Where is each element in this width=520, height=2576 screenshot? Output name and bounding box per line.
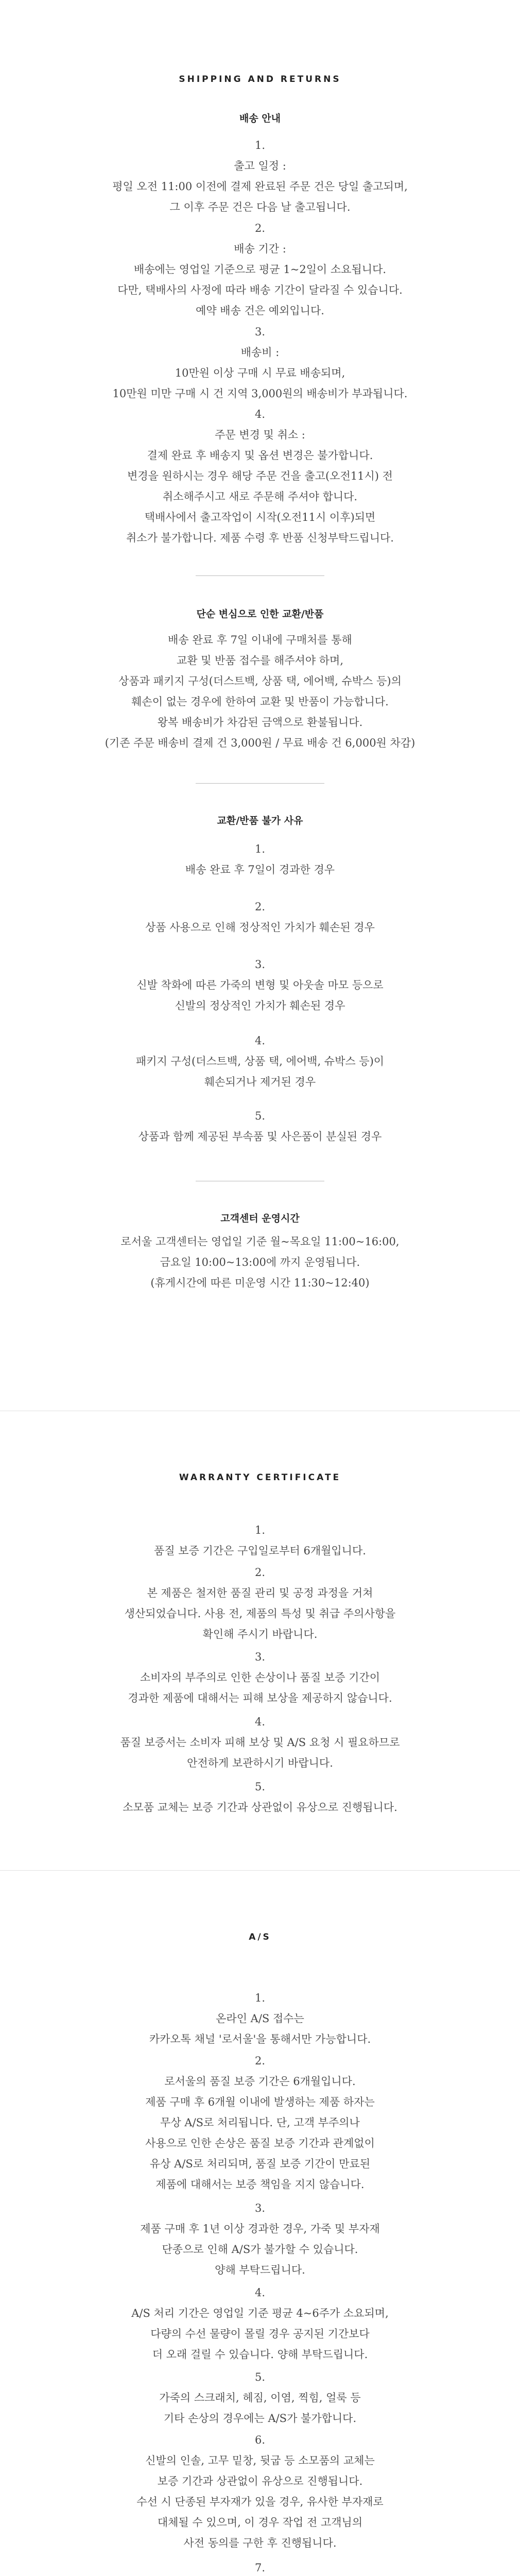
warranty-item-4-num: 4. [254, 1716, 266, 1728]
not-allowed-2-text: 상품 사용으로 인해 정상적인 가치가 훼손된 경우 [145, 921, 375, 934]
as-heading: A/S [249, 1932, 271, 1942]
shipping-item-4-num: 4. [254, 408, 266, 420]
shipping-item-3-num: 3. [254, 326, 266, 338]
shipping-item-4-text: 주문 변경 및 취소 : 결제 완료 후 배송지 및 옵션 변경은 불가합니다. 변경을 원하시는 경우 해당 주문 건을 출고(오전11시) 전 취소해주시고 새로 주문해 주셔야 합니다. 택배사에서 출고작업이 시작(오전11시 이후)되면 취소가 불가합니다. 제품 수령 후 반품 신청부탁드립니다. [126, 429, 394, 544]
cs-hours-text: 로서울 고객센터는 영업일 기준 월~목요일 11:00~16:00, 금요일 10:00~13:00에 까지 운영됩니다. (휴게시간에 따른 미운영 시간 11:30~12:40) [120, 1235, 400, 1289]
warranty-item-2-num: 2. [254, 1566, 266, 1579]
not-allowed-3-text: 신발 착화에 따른 가죽의 변형 및 아웃솔 마모 등으로 신발의 정상적인 가치가 훼손된 경우 [136, 979, 384, 1012]
not-allowed-4-num: 4. [254, 1035, 266, 1047]
as-item-3-text: 제품 구매 후 1년 이상 경과한 경우, 가죽 및 부자재 단종으로 인해 A/S가 불가할 수 있습니다. 양해 부탁드립니다. [140, 2223, 380, 2276]
warranty-item-1-num: 1. [254, 1524, 266, 1536]
divider [196, 575, 324, 576]
as-item-4-text: A/S 처리 기간은 영업일 기준 평균 4~6주가 소요되며, 다량의 수선 물량이 몰릴 경우 공지된 기간보다 더 오래 걸릴 수 있습니다. 양해 부탁드립니다. [131, 2307, 389, 2361]
shipping-item-3-text: 배송비 : 10만원 이상 구매 시 무료 배송되며, 10만원 미만 구매 시 건 지역 3,000원의 배송비가 부과됩니다. [112, 346, 408, 400]
as-item-6-text: 신발의 인솔, 고무 밑창, 뒷굽 등 소모품의 교체는 보증 기간과 상관없이 유상으로 진행됩니다. 수선 시 단종된 부자재가 있을 경우, 유사한 부자재로 대체될 수 있으며, 이 경우 작업 전 고객님의 사전 동의를 구한 후 진행됩니다. [136, 2454, 384, 2549]
not-allowed-title: 교환/반품 불가 사유 [217, 815, 303, 826]
as-item-4-num: 4. [254, 2286, 266, 2299]
not-allowed-5-num: 5. [254, 1110, 266, 1122]
not-allowed-5-text: 상품과 함께 제공된 부속품 및 사은품이 분실된 경우 [138, 1130, 382, 1143]
as-item-5-text: 가죽의 스크래치, 헤짐, 이염, 찍힘, 얼룩 등 기타 손상의 경우에는 A/S가 불가합니다. [159, 2392, 361, 2425]
delivery-guide-title: 배송 안내 [239, 113, 281, 124]
not-allowed-1-text: 배송 완료 후 7일이 경과한 경우 [185, 863, 335, 876]
warranty-item-3-num: 3. [254, 1651, 266, 1663]
as-item-3-num: 3. [254, 2202, 266, 2214]
divider [196, 783, 324, 784]
as-item-1-num: 1. [254, 1992, 266, 2004]
not-allowed-1-num: 1. [254, 843, 266, 855]
not-allowed-3-num: 3. [254, 958, 266, 971]
section-divider [0, 1870, 520, 1871]
not-allowed-2-num: 2. [254, 901, 266, 913]
change-of-mind-text: 배송 완료 후 7일 이내에 구매처를 통해 교환 및 반품 접수를 해주셔야 하며, 상품과 패키지 구성(더스트백, 상품 택, 에어백, 슈박스 등)의 훼손이 없는 경우에 한하여 교환 및 반품이 가능합니다. 왕복 배송비가 차감된 금액으로 환불됩니다. (기존 주문 배송비 결제 건 3,000원 / 무료 배송 건 6,000원 차감) [105, 634, 415, 749]
shipping-item-2-text: 배송 기간 : 배송에는 영업일 기준으로 평균 1~2일이 소요됩니다. 다만, 택배사의 사정에 따라 배송 기간이 달라질 수 있습니다. 예약 배송 건은 예외입니다. [117, 243, 403, 317]
not-allowed-4-text: 패키지 구성(더스트백, 상품 택, 에어백, 슈박스 등)이 훼손되거나 제거된 경우 [135, 1055, 385, 1088]
as-item-6-num: 6. [254, 2434, 266, 2446]
as-item-2-text: 로서울의 품질 보증 기간은 6개월입니다. 제품 구매 후 6개월 이내에 발생하는 제품 하자는 무상 A/S로 처리됩니다. 단, 고객 부주의나 사용으로 인한 손상은 품질 보증 기간과 관계없이 유상 A/S로 처리되며, 품질 보증 기간이 만료된 제품에 대해서는 보증 책임을 지지 않습니다. [145, 2075, 375, 2191]
warranty-item-1-text: 품질 보증 기간은 구입일로부터 6개월입니다. [154, 1545, 366, 1557]
as-item-5-num: 5. [254, 2371, 266, 2383]
shipping-item-1-num: 1. [254, 139, 266, 151]
as-item-2-num: 2. [254, 2055, 266, 2067]
warranty-item-2-text: 본 제품은 철저한 품질 관리 및 공정 과정을 거쳐 생산되었습니다. 사용 전, 제품의 특성 및 취급 주의사항을 확인해 주시기 바랍니다. [124, 1587, 396, 1640]
as-item-1-text: 온라인 A/S 접수는 카카오톡 채널 '로서울'을 통해서만 가능합니다. [149, 2012, 371, 2045]
as-item-7-num: 7. [254, 2562, 266, 2574]
shipping-heading: SHIPPING AND RETURNS [179, 74, 341, 84]
warranty-item-5-num: 5. [254, 1781, 266, 1793]
warranty-item-5-text: 소모품 교체는 보증 기간과 상관없이 유상으로 진행됩니다. [123, 1801, 397, 1814]
warranty-item-3-text: 소비자의 부주의로 인한 손상이나 품질 보증 기간이 경과한 제품에 대해서는 피해 보상을 제공하지 않습니다. [128, 1671, 392, 1704]
change-of-mind-title: 단순 변심으로 인한 교환/반품 [196, 608, 324, 620]
shipping-item-2-num: 2. [254, 222, 266, 234]
warranty-item-4-text: 품질 보증서는 소비자 피해 보상 및 A/S 요청 시 필요하므로 안전하게 보관하시기 바랍니다. [120, 1736, 400, 1769]
warranty-heading: WARRANTY CERTIFICATE [179, 1472, 341, 1483]
cs-hours-title: 고객센터 운영시간 [220, 1213, 300, 1224]
shipping-item-1-text: 출고 일정 : 평일 오전 11:00 이전에 결제 완료된 주문 건은 당일 출고되며, 그 이후 주문 건은 다음 날 출고됩니다. [112, 160, 408, 213]
